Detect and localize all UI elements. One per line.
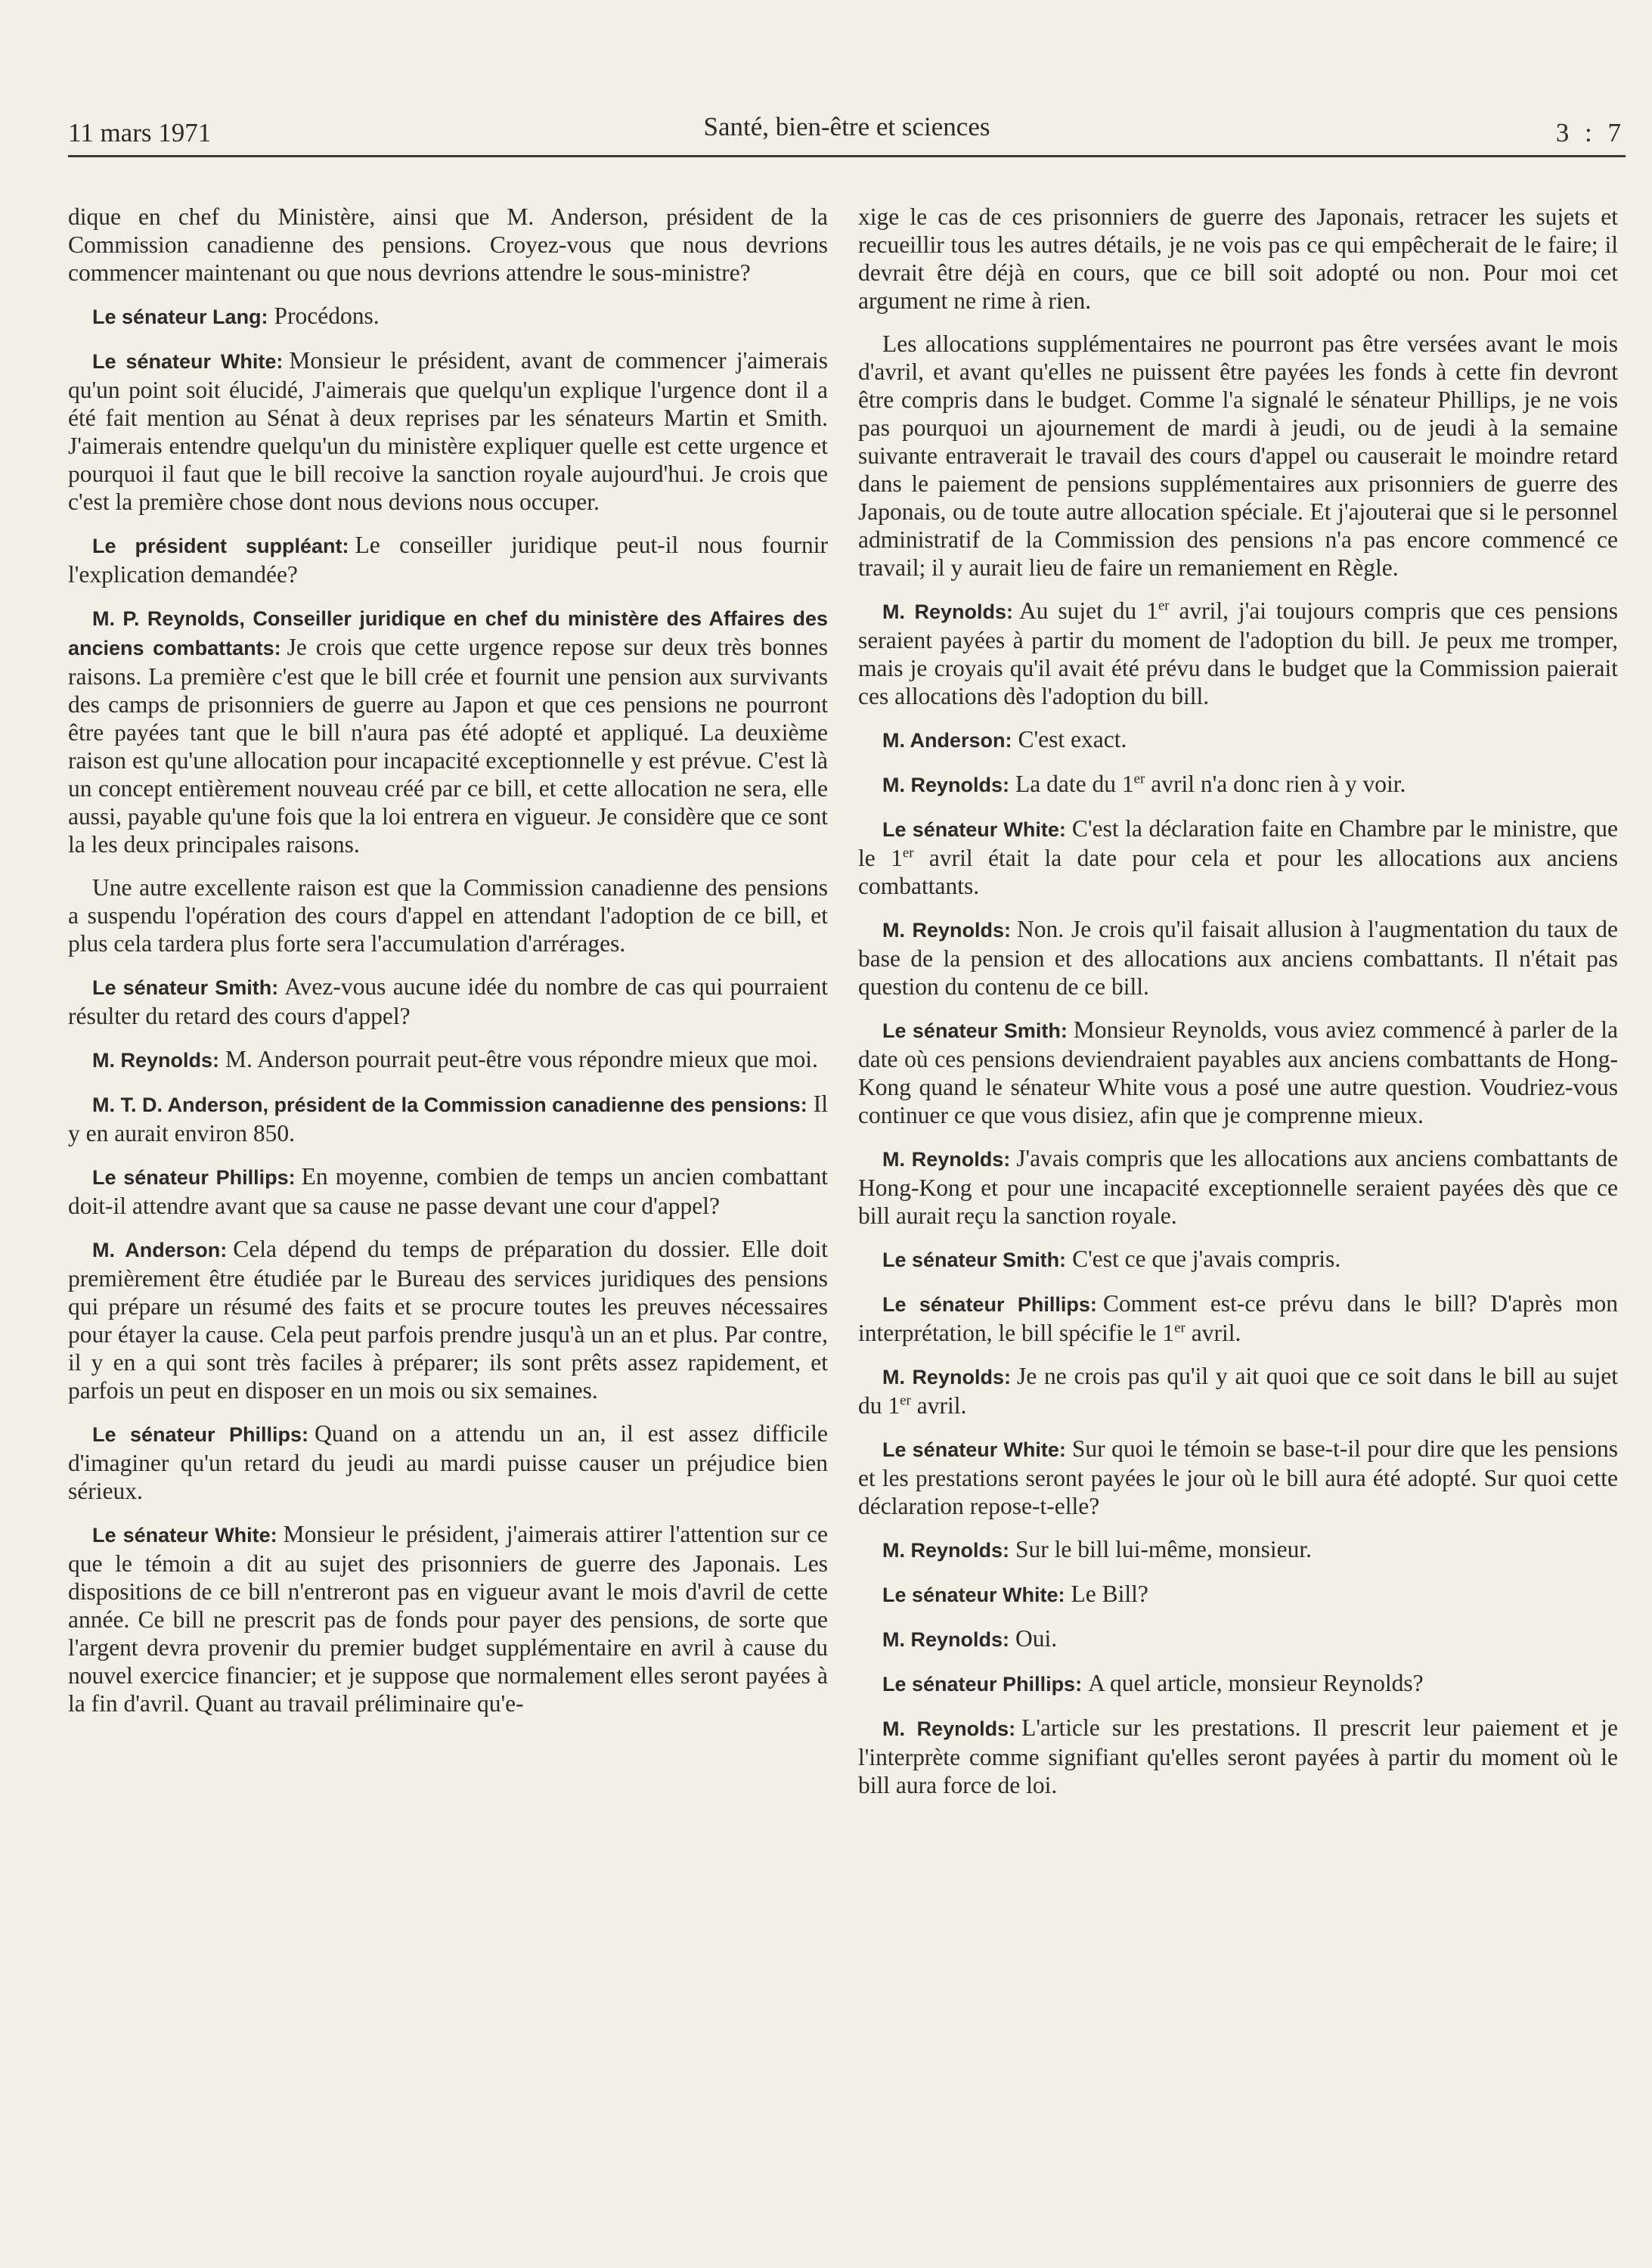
paragraph	[68, 1045, 828, 1075]
paragraph-text: xige le cas de ces prisonniers de guerre des Japonais, retracer les sujets et recueillir tous les autres détails, je ne vois pas ce qui empêcherait de le faire; il devrait être déjà en cours, que ce bill soit adopté ou non. Pour moi cet argument ne rime à rien.	[858, 203, 1618, 314]
header-page-number: 3 : 7	[1555, 118, 1626, 147]
paragraph-text: Le conseiller juridique peut-il nous fournir l'explication demandée?	[68, 532, 829, 588]
speaker-name: Le sénateur White:	[882, 818, 1066, 841]
paragraph	[858, 814, 1618, 900]
paragraph	[858, 725, 1618, 755]
paragraph-text: Comment est-ce prévu dans le bill? D'après mon interprétation, le bill spécifie le 1er avril.	[858, 1290, 1618, 1346]
paragraph-text: A quel article, monsieur Reynolds?	[1088, 1670, 1424, 1696]
paragraph	[68, 973, 828, 1030]
paragraph	[858, 770, 1618, 799]
paragraph	[858, 1245, 1618, 1274]
paragraph	[858, 1624, 1618, 1654]
speaker-name: Le sénateur Phillips:	[92, 1423, 309, 1446]
paragraph-text: Monsieur le président, avant de commencer j'aimerais qu'un point soit élucidé, J'aimerais que quelqu'un explique l'urgence dont il a été fait mention au Sénat à deux reprises par les sénateurs Martin et Smith. J'aimerais entendre quelqu'un du ministère expliquer quelle est cette urgence et pourquoi il faut que le bill recoive la sanction royale aujourd'hui. Je crois que c'est la première chose dont nous devions nous occuper.	[68, 347, 828, 515]
paragraph-text: Oui.	[1015, 1625, 1058, 1652]
speaker-name: Le sénateur Lang:	[92, 306, 268, 328]
paragraph-text: Je crois que cette urgence repose sur deux très bonnes raisons. La première c'est que le bill crée et fournit une pension aux survivants des camps de prisonniers de guerre au Japon et que ces pensions ne pourront être payées tant que le bill n'aura pas été adopté et appliqué. La deuxième raison est qu'une allocation pour incapacité exceptionnelle y est prévue. C'est là un concept entièrement nouveau créé par ce bill, et cette allocation ne sera, elle aussi, payable qu'une fois que la loi entrera en vigueur. Je considère que ce sont la les deux principales raisons.	[68, 634, 828, 858]
paragraph-text: Les allocations supplémentaires ne pourront pas être versées avant le mois d'avril, et avant qu'elles ne puissent être payées les fonds à cette fin devront être compris dans le budget. Comme l'a signalé le sénateur Phillips, je ne vois pas pourquoi un ajournement de mardi à jeudi, ou de jeudi à la semaine suivante entraverait le travail des cours d'appel ou causerait le moindre retard dans le paiement de pensions supplémentaires aux prisonniers de guerre des Japonais, ou de toute autre allocation spéciale. Et j'ajouterai que si le personnel administratif de la Commission des pensions n'a pas encore commencé ce travail; il y aurait lieu de faire un remaniement en Règle.	[858, 330, 1618, 581]
paragraph	[858, 1362, 1618, 1419]
paragraph	[68, 1419, 828, 1505]
header-date: 11 mars 1971	[68, 118, 212, 147]
paragraph-text: Monsieur Reynolds, vous aviez commencé à parler de la date où ces pensions deviendraient payables aux anciens combattants de Hong-Kong quand le sénateur White vous a posé une autre question. Voudriez-vous continuer ce que vous disiez, afin que je comprenne mieux.	[858, 1016, 1618, 1128]
paragraph	[68, 1162, 828, 1220]
paragraph	[68, 603, 828, 858]
paragraph	[858, 1016, 1618, 1129]
speaker-name: Le sénateur Smith:	[882, 1249, 1067, 1271]
speaker-name: Le sénateur White:	[92, 350, 284, 373]
speaker-name: M. T. D. Anderson, président de la Commission canadienne des pensions:	[92, 1094, 807, 1116]
paragraph-text: Une autre excellente raison est que la Commission canadienne des pensions a suspendu l'opération des cours d'appel en attendant l'adoption de ce bill, et plus cela tardera plus forte sera l'accumulation d'arrérages.	[68, 874, 828, 957]
paragraph-text: Au sujet du 1er avril, j'ai toujours compris que ces pensions seraient payées à partir du moment de l'adoption du bill. Je peux me tromper, mais je croyais qu'il avait été prévu dans le budget que la Commission paierait ces allocations dès l'adoption du bill.	[858, 597, 1619, 709]
paragraph	[68, 873, 828, 957]
speaker-name: Le sénateur Phillips:	[882, 1293, 1097, 1316]
paragraph	[68, 346, 828, 516]
speaker-name: M. Reynolds:	[882, 919, 1012, 942]
speaker-name: Le sénateur Phillips:	[882, 1673, 1083, 1696]
speaker-name: Le sénateur White:	[882, 1438, 1066, 1461]
paragraph-text: La date du 1er avril n'a donc rien à y voir.	[1015, 771, 1406, 797]
header-title: Santé, bien-être et sciences	[703, 112, 990, 141]
paragraph	[68, 1520, 828, 1717]
paragraph-text: Je ne crois pas qu'il y ait quoi que ce soit dans le bill au sujet du 1er avril.	[858, 1363, 1619, 1419]
paragraph-text: Sur le bill lui-même, monsieur.	[1015, 1536, 1312, 1562]
paragraph	[68, 302, 828, 331]
speaker-name: M. Reynolds:	[882, 1539, 1010, 1562]
paragraph-text: J'avais compris que les allocations aux anciens combattants de Hong-Kong et pour une incapacité exceptionnelle seraient payées dès que ce bill aurait reçu la sanction royale.	[858, 1145, 1619, 1229]
speaker-name: Le sénateur Smith:	[882, 1019, 1068, 1042]
paragraph-text: Non. Je crois qu'il faisait allusion à l'augmentation du taux de base de la pension et des allocations aux anciens combattants. Il n'était pas question du contenu de ce bill.	[858, 916, 1619, 1000]
paragraph-text: L'article sur les prestations. Il prescrit leur paiement et je l'interprète comme signifiant qu'elles seront payées à partir du moment où le bill aura force de loi.	[858, 1714, 1618, 1798]
paragraph	[68, 1090, 828, 1147]
speaker-name: Le président suppléant:	[92, 535, 349, 557]
paragraph-text: C'est exact.	[1018, 726, 1127, 752]
paragraph	[858, 1289, 1618, 1347]
speaker-name: M. Anderson:	[92, 1239, 228, 1261]
speaker-name: Le sénateur White:	[92, 1524, 277, 1547]
paragraph	[858, 1714, 1618, 1799]
speaker-name: Le sénateur Smith:	[92, 976, 279, 999]
paragraph-text: Quand on a attendu un an, il est assez difficile d'imaginer qu'un retard du jeudi au mardi puisse causer un préjudice bien sérieux.	[68, 1420, 828, 1504]
speaker-name: M. Reynolds:	[882, 774, 1010, 796]
speaker-name: M. Reynolds:	[882, 1148, 1011, 1171]
paragraph	[858, 330, 1618, 582]
paragraph	[858, 1435, 1618, 1520]
paragraph-text: Cela dépend du temps de préparation du dossier. Elle doit premièrement être étudiée par le Bureau des services juridiques des pensions qui prépare un résumé des faits et se procure toutes les preuves nécessaires pour étayer la cause. Cela peut parfois prendre jusqu'à un an et plus. Par contre, il y en a qui sont très faciles à préparer; ils sont prêts assez rapidement, et parfois un peut en disposer en un mois ou six semaines.	[68, 1236, 828, 1404]
speaker-name: M. Anderson:	[882, 729, 1012, 752]
paragraph-text: Il y en aurait environ 850.	[68, 1091, 828, 1146]
paragraph	[858, 1580, 1618, 1609]
speaker-name: M. Reynolds:	[882, 1717, 1016, 1740]
speaker-name: M. Reynolds:	[92, 1049, 220, 1072]
paragraph	[68, 531, 828, 588]
paragraph-text: C'est la déclaration faite en Chambre par le ministre, que le 1er avril était la date pour cela et pour les allocations aux anciens combattants.	[858, 815, 1619, 899]
speaker-name: M. Reynolds:	[882, 1366, 1011, 1388]
paragraph-text: Procédons.	[274, 303, 380, 329]
speaker-name: M. Reynolds:	[882, 1628, 1010, 1651]
paragraph	[858, 1144, 1618, 1230]
header-rule	[68, 155, 1626, 157]
speaker-name: M. Reynolds:	[882, 600, 1013, 623]
paragraph	[858, 915, 1618, 1001]
paragraph	[858, 203, 1618, 315]
speaker-name: Le sénateur Phillips:	[92, 1166, 296, 1189]
speaker-name: Le sénateur White:	[882, 1584, 1065, 1606]
speaker-name: M. P. Reynolds, Conseiller juridique en chef du ministère des Affaires des anciens combattants:	[68, 607, 828, 659]
paragraph	[68, 1235, 828, 1404]
paragraph	[858, 1669, 1618, 1699]
paragraph-text: Avez-vous aucune idée du nombre de cas qui pourraient résulter du retard des cours d'appel?	[68, 973, 828, 1029]
paragraph	[858, 1535, 1618, 1565]
page-header	[68, 112, 1626, 157]
paragraph	[858, 597, 1618, 710]
paragraph-text: En moyenne, combien de temps un ancien combattant doit-il attendre avant que sa cause ne passe devant une cour d'appel?	[68, 1163, 828, 1219]
paragraph-text: Monsieur le président, j'aimerais attirer l'attention sur ce que le témoin a dit au sujet des prisonniers de guerre des Japonais. Les dispositions de ce bill n'entreront pas en vigueur avant le mois d'avril de cette année. Ce bill ne prescrit pas de fonds pour payer des pensions, de sorte que l'argent devra provenir du premier budget supplémentaire en avril à cause du nouvel exercice financier; et je suppose que normalement elles seront payées à la fin d'avril. Quant au travail préliminaire qu'e-	[68, 1521, 828, 1717]
paragraph-text: Sur quoi le témoin se base-t-il pour dire que les pensions et les prestations seront payées le jour où le bill aura été adopté. Sur quoi cette déclaration repose-t-elle?	[858, 1435, 1618, 1519]
paragraph-text: dique en chef du Ministère, ainsi que M. Anderson, président de la Commission canadienne des pensions. Croyez-vous que nous devrions commencer maintenant ou que nous devrions attendre le sous-ministre?	[68, 203, 828, 286]
left-column	[68, 203, 828, 1733]
paragraph-text: M. Anderson pourrait peut-être vous répondre mieux que moi.	[225, 1046, 818, 1072]
right-column	[858, 203, 1618, 1814]
paragraph	[68, 203, 828, 287]
paragraph-text: C'est ce que j'avais compris.	[1072, 1246, 1341, 1272]
paragraph-text: Le Bill?	[1071, 1581, 1148, 1607]
